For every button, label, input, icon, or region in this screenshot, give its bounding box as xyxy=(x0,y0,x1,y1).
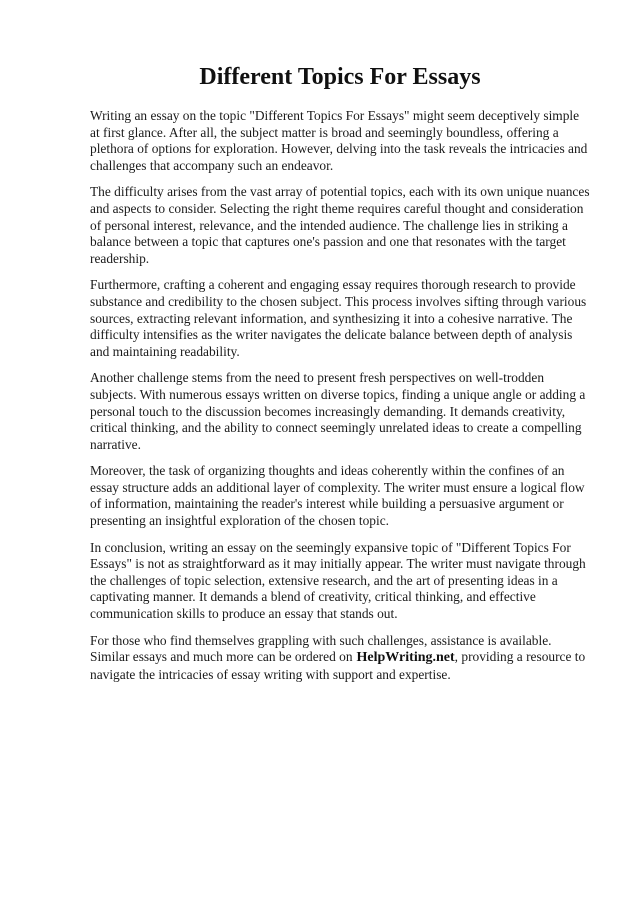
paragraph-research: Furthermore, crafting a coherent and engaging essay requires thorough research to provide substance and credibility to the chosen subject. This process involves sifting through various sources, extracting relevant information, and synthesizing it into a cohesive narrative. The difficulty intensifies as the writer navigates the delicate balance between depth of analysis and maintaining readability. xyxy=(90,277,587,359)
paragraph-closing xyxy=(90,633,590,684)
document-title: Different Topics For Essays xyxy=(199,64,481,90)
closing-text-before-link: For those who find themselves grappling with such challenges, assistance is available. Similar essays and much more can be ordered on xyxy=(90,632,552,665)
paragraph-fresh-perspectives: Another challenge stems from the need to present fresh perspectives on well-trodden subjects. With numerous essays written on diverse topics, finding a unique angle or adding a personal touch to the discussion becomes increasingly demanding. It demands creativity, critical thinking, and the ability to connect seemingly unrelated ideas to create a compelling narrative. xyxy=(90,370,586,452)
paragraph-organization: Moreover, the task of organizing thoughts and ideas coherently within the confines of an essay structure adds an additional layer of complexity. The writer must ensure a logical flow of information, maintaining the reader's interest while building a persuasive argument or presenting an insightful exploration of the chosen topic. xyxy=(90,463,585,529)
paragraph-topic-difficulty: The difficulty arises from the vast array of potential topics, each with its own unique nuances and aspects to consider. Selecting the right theme requires careful thought and consideration of personal interest, relevance, and the intended audience. The challenge lies in striking a balance between a topic that captures one's passion and one that resonates with the target readership. xyxy=(90,184,590,266)
paragraph-intro: Writing an essay on the topic "Different Topics For Essays" might seem deceptively simple at first glance. After all, the subject matter is broad and seemingly boundless, offering a plethora of options for exploration. However, delving into the task reveals the intricacies and challenges that accompany such an endeavor. xyxy=(90,108,588,173)
document-body xyxy=(90,62,590,693)
closing-text-after-link: , providing a resource to navigate the intricacies of essay writing with support and expertise. xyxy=(90,649,586,682)
paragraph-conclusion: In conclusion, writing an essay on the seemingly expansive topic of "Different Topics For Essays" is not as straightforward as it may initially appear. The writer must navigate through the challenges of topic selection, extensive research, and the art of presenting ideas in a captivating manner. It demands a blend of creativity, critical thinking, and effective communication skills to produce an essay that stands out. xyxy=(90,539,586,622)
helpwriting-link[interactable]: HelpWriting.net xyxy=(356,650,455,666)
